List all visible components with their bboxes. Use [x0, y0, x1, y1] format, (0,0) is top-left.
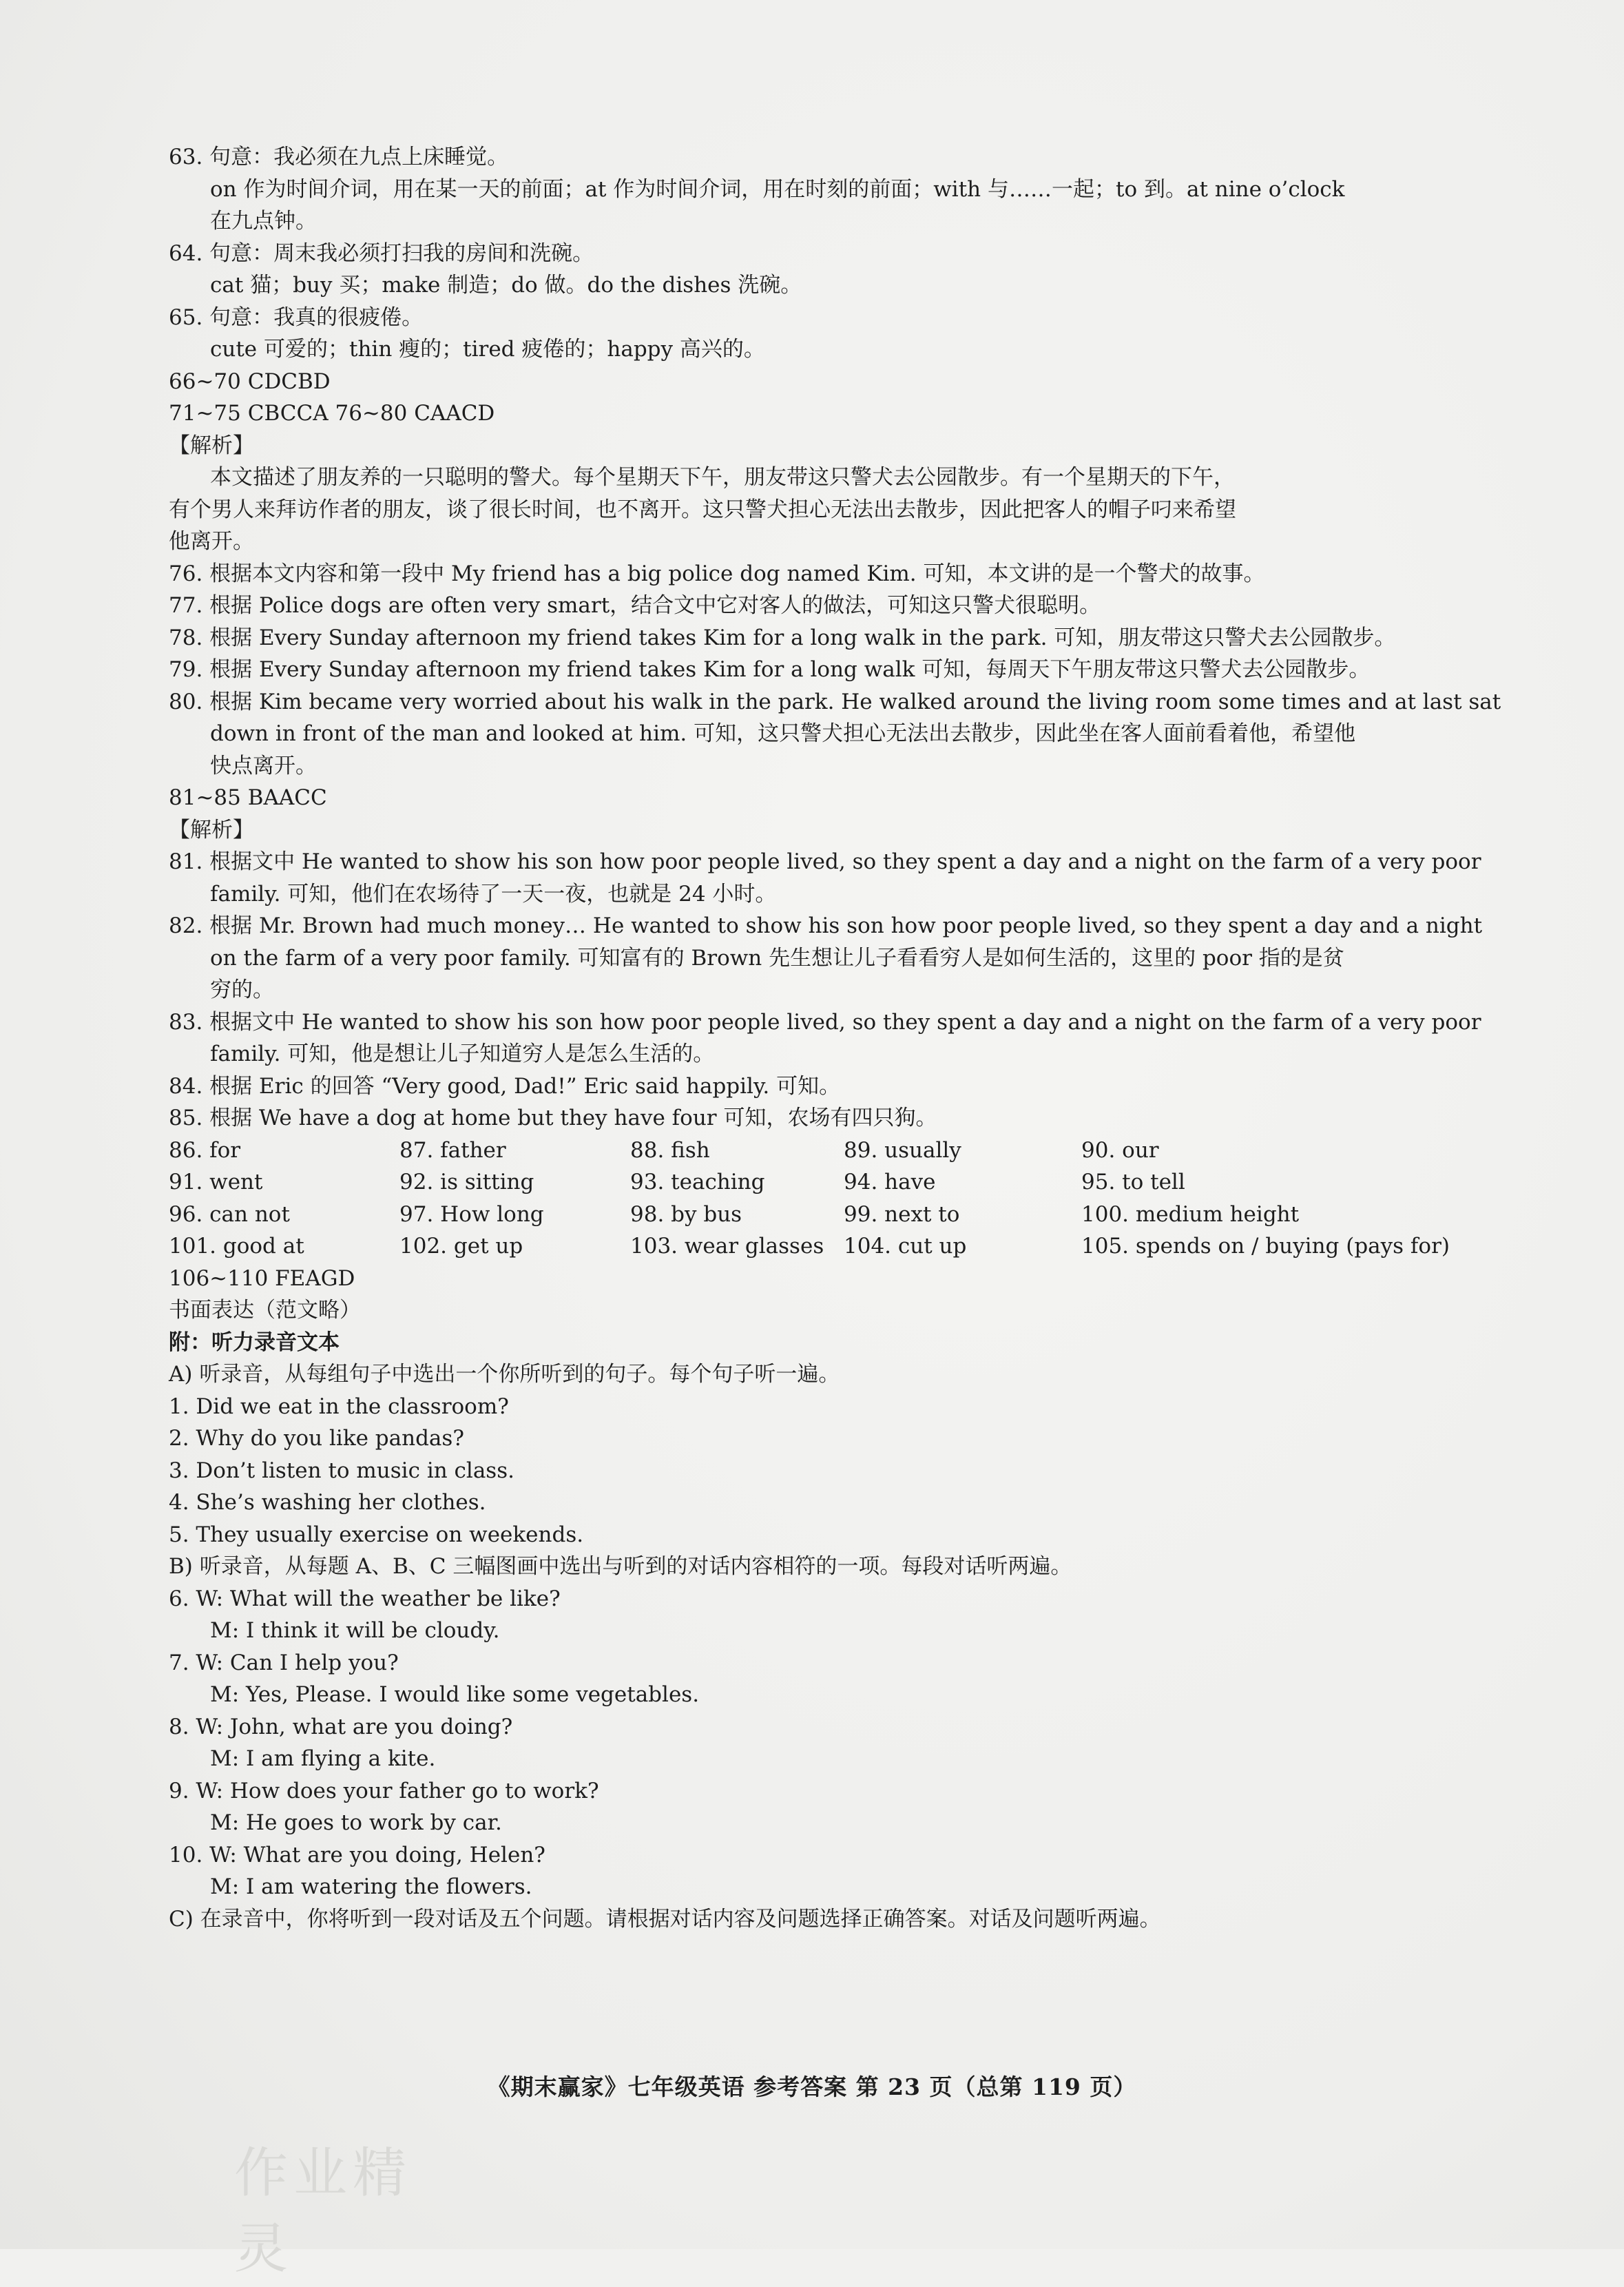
text-line: 【解析】	[169, 433, 254, 458]
text-line: 6. W: What will the weather be like?	[169, 1586, 561, 1611]
text-line: 76. 根据本文内容和第一段中 My friend has a big police dog named Kim. 可知，本文讲的是一个警犬的故事。	[169, 561, 1265, 586]
text-line: down in front of the man and looked at him. 可知，这只警犬担心无法出去散步，因此坐在客人面前看着他，希望他	[210, 721, 1356, 746]
text-line: 84. 根据 Eric 的回答 “Very good, Dad!” Eric said happily. 可知。	[169, 1073, 841, 1099]
text-line: 66~70 CDCBD	[169, 369, 331, 394]
text-line: 附：听力录音文本	[169, 1329, 340, 1355]
answer-cell: 96. can not	[169, 1201, 290, 1227]
text-line: 5. They usually exercise on weekends.	[169, 1522, 584, 1547]
text-line: 81~85 BAACC	[169, 785, 327, 810]
text-line: 【解析】	[169, 817, 254, 842]
text-line: 有个男人来拜访作者的朋友，谈了很长时间，也不离开。这只警犬担心无法出去散步，因此把客人的帽子叼来希望	[169, 497, 1236, 522]
answer-cell: 88. fish	[630, 1137, 710, 1163]
text-line: 本文描述了朋友养的一只聪明的警犬。每个星期天下午，朋友带这只警犬去公园散步。有一个星期天的下午，	[210, 465, 1235, 490]
text-line: 85. 根据 We have a dog at home but they have four 可知，农场有四只狗。	[169, 1106, 937, 1130]
text-line: 穷的。	[210, 977, 274, 1002]
answer-cell: 99. next to	[844, 1201, 960, 1227]
text-line: 快点离开。	[210, 753, 317, 778]
answer-cell: 91. went	[169, 1170, 263, 1194]
answer-cell: 93. teaching	[630, 1170, 765, 1194]
watermark-stamp: 作业精灵	[234, 2142, 413, 2280]
text-line: 83. 根据文中 He wanted to show his son how poor people lived, so they spent a day and a night on the farm of a very poor	[169, 1009, 1481, 1035]
text-line: M: I am watering the flowers.	[210, 1874, 532, 1899]
text-line: on 作为时间介词，用在某一天的前面；at 作为时间介词，用在时刻的前面；with 与……一起；to 到。at nine o’clock	[210, 176, 1345, 202]
text-line: 71~75 CBCCA 76~80 CAACD	[169, 401, 495, 426]
text-line: family. 可知，他是想让儿子知道穷人是怎么生活的。	[210, 1042, 715, 1066]
text-line: 64. 句意：周末我必须打扫我的房间和洗碗。	[169, 240, 594, 266]
text-line: 77. 根据 Police dogs are often very smart，结合文中它对客人的做法，可知这只警犬很聪明。	[169, 593, 1101, 618]
answer-cell: 100. medium height	[1081, 1201, 1300, 1227]
text-line: 79. 根据 Every Sunday afternoon my friend takes Kim for a long walk 可知，每周天下午朋友带这只警犬去公园散步。	[169, 657, 1371, 682]
text-line: 书面表达（范文略）	[169, 1298, 361, 1323]
answer-cell: 95. to tell	[1081, 1170, 1185, 1194]
text-line: 81. 根据文中 He wanted to show his son how poor people lived, so they spent a day and a night on the farm of a very poor	[169, 849, 1481, 874]
answer-cell: 94. have	[844, 1170, 936, 1194]
page-content	[169, 141, 1501, 1935]
page-footer: 《期末赢家》七年级英语 参考答案 第 23 页（总第 119 页）	[487, 2073, 1137, 2100]
answer-cell: 101. good at	[169, 1234, 304, 1259]
answer-row	[169, 1199, 1408, 1231]
text-line: 4. She’s washing her clothes.	[169, 1490, 486, 1515]
text-line: M: I am flying a kite.	[210, 1746, 436, 1771]
text-line: on the farm of a very poor family. 可知富有的 Brown 先生想让儿子看看穷人是如何生活的，这里的 poor 指的是贫	[210, 945, 1344, 971]
text-line: 1. Did we eat in the classroom?	[169, 1394, 509, 1419]
text-line: cat 猫；buy 买；make 制造；do 做。do the dishes 洗碗。	[210, 273, 802, 298]
answer-cell: 98. by bus	[630, 1201, 742, 1227]
text-line: 在九点钟。	[210, 209, 317, 234]
answer-cell: 102. get up	[399, 1234, 523, 1259]
text-line: B) 听录音，从每题 A、B、C 三幅图画中选出与听到的对话内容相符的一项。每段对话听两遍。	[169, 1554, 1072, 1579]
explanations-section	[169, 141, 1501, 1135]
answer-cell: 87. father	[399, 1137, 506, 1163]
answer-cell: 86. for	[169, 1137, 241, 1163]
text-line: 他离开。	[169, 529, 254, 554]
text-line: 10. W: What are you doing, Helen?	[169, 1842, 545, 1867]
text-line: M: Yes, Please. I would like some vegetables.	[210, 1682, 700, 1707]
answer-cell: 97. How long	[399, 1201, 544, 1227]
answer-cell: 92. is sitting	[399, 1170, 534, 1194]
text-line: 8. W: John, what are you doing?	[169, 1714, 513, 1739]
answer-cell: 105. spends on / buying (pays for)	[1081, 1234, 1450, 1259]
text-line: 80. 根据 Kim became very worried about his walk in the park. He walked around the living room some times and at last sat	[169, 689, 1501, 714]
answer-cell: 89. usually	[844, 1137, 961, 1163]
text-line: cute 可爱的；thin 瘦的；tired 疲倦的；happy 高兴的。	[210, 337, 765, 362]
text-line: 63. 句意：我必须在九点上床睡觉。	[169, 145, 509, 169]
text-line: 2. Why do you like pandas?	[169, 1426, 464, 1451]
text-line: 78. 根据 Every Sunday afternoon my friend takes Kim for a long walk in the park. 可知，朋友带这只警犬去公园散步。	[169, 625, 1396, 650]
text-line: 106~110 FEAGD	[169, 1265, 355, 1291]
answer-cell: 90. our	[1081, 1137, 1159, 1163]
text-line: 82. 根据 Mr. Brown had much money… He wanted to show his son how poor people lived, so they spent a day and a night	[169, 913, 1483, 938]
text-line: M: He goes to work by car.	[210, 1810, 502, 1835]
text-line: A) 听录音，从每组句子中选出一个你所听到的句子。每个句子听一遍。	[169, 1362, 840, 1387]
text-line: 65. 句意：我真的很疲倦。	[169, 304, 424, 330]
answer-row	[169, 1135, 1408, 1167]
text-line: M: I think it will be cloudy.	[210, 1618, 500, 1643]
listening-script-section	[169, 1263, 1408, 1936]
answer-row	[169, 1166, 1408, 1199]
text-line: C) 在录音中，你将听到一段对话及五个问题。请根据对话内容及问题选择正确答案。对话及问题听两遍。	[169, 1906, 1161, 1932]
answer-row	[169, 1230, 1450, 1263]
answer-cell: 103. wear glasses	[630, 1234, 824, 1259]
text-line: 3. Don’t listen to music in class.	[169, 1458, 514, 1483]
answer-cell: 104. cut up	[844, 1234, 967, 1259]
text-line: family. 可知，他们在农场待了一天一夜，也就是 24 小时。	[210, 881, 777, 907]
answer-grid	[169, 1135, 1450, 1263]
text-line: 9. W: How does your father go to work?	[169, 1778, 599, 1803]
text-line: 7. W: Can I help you?	[169, 1650, 399, 1675]
